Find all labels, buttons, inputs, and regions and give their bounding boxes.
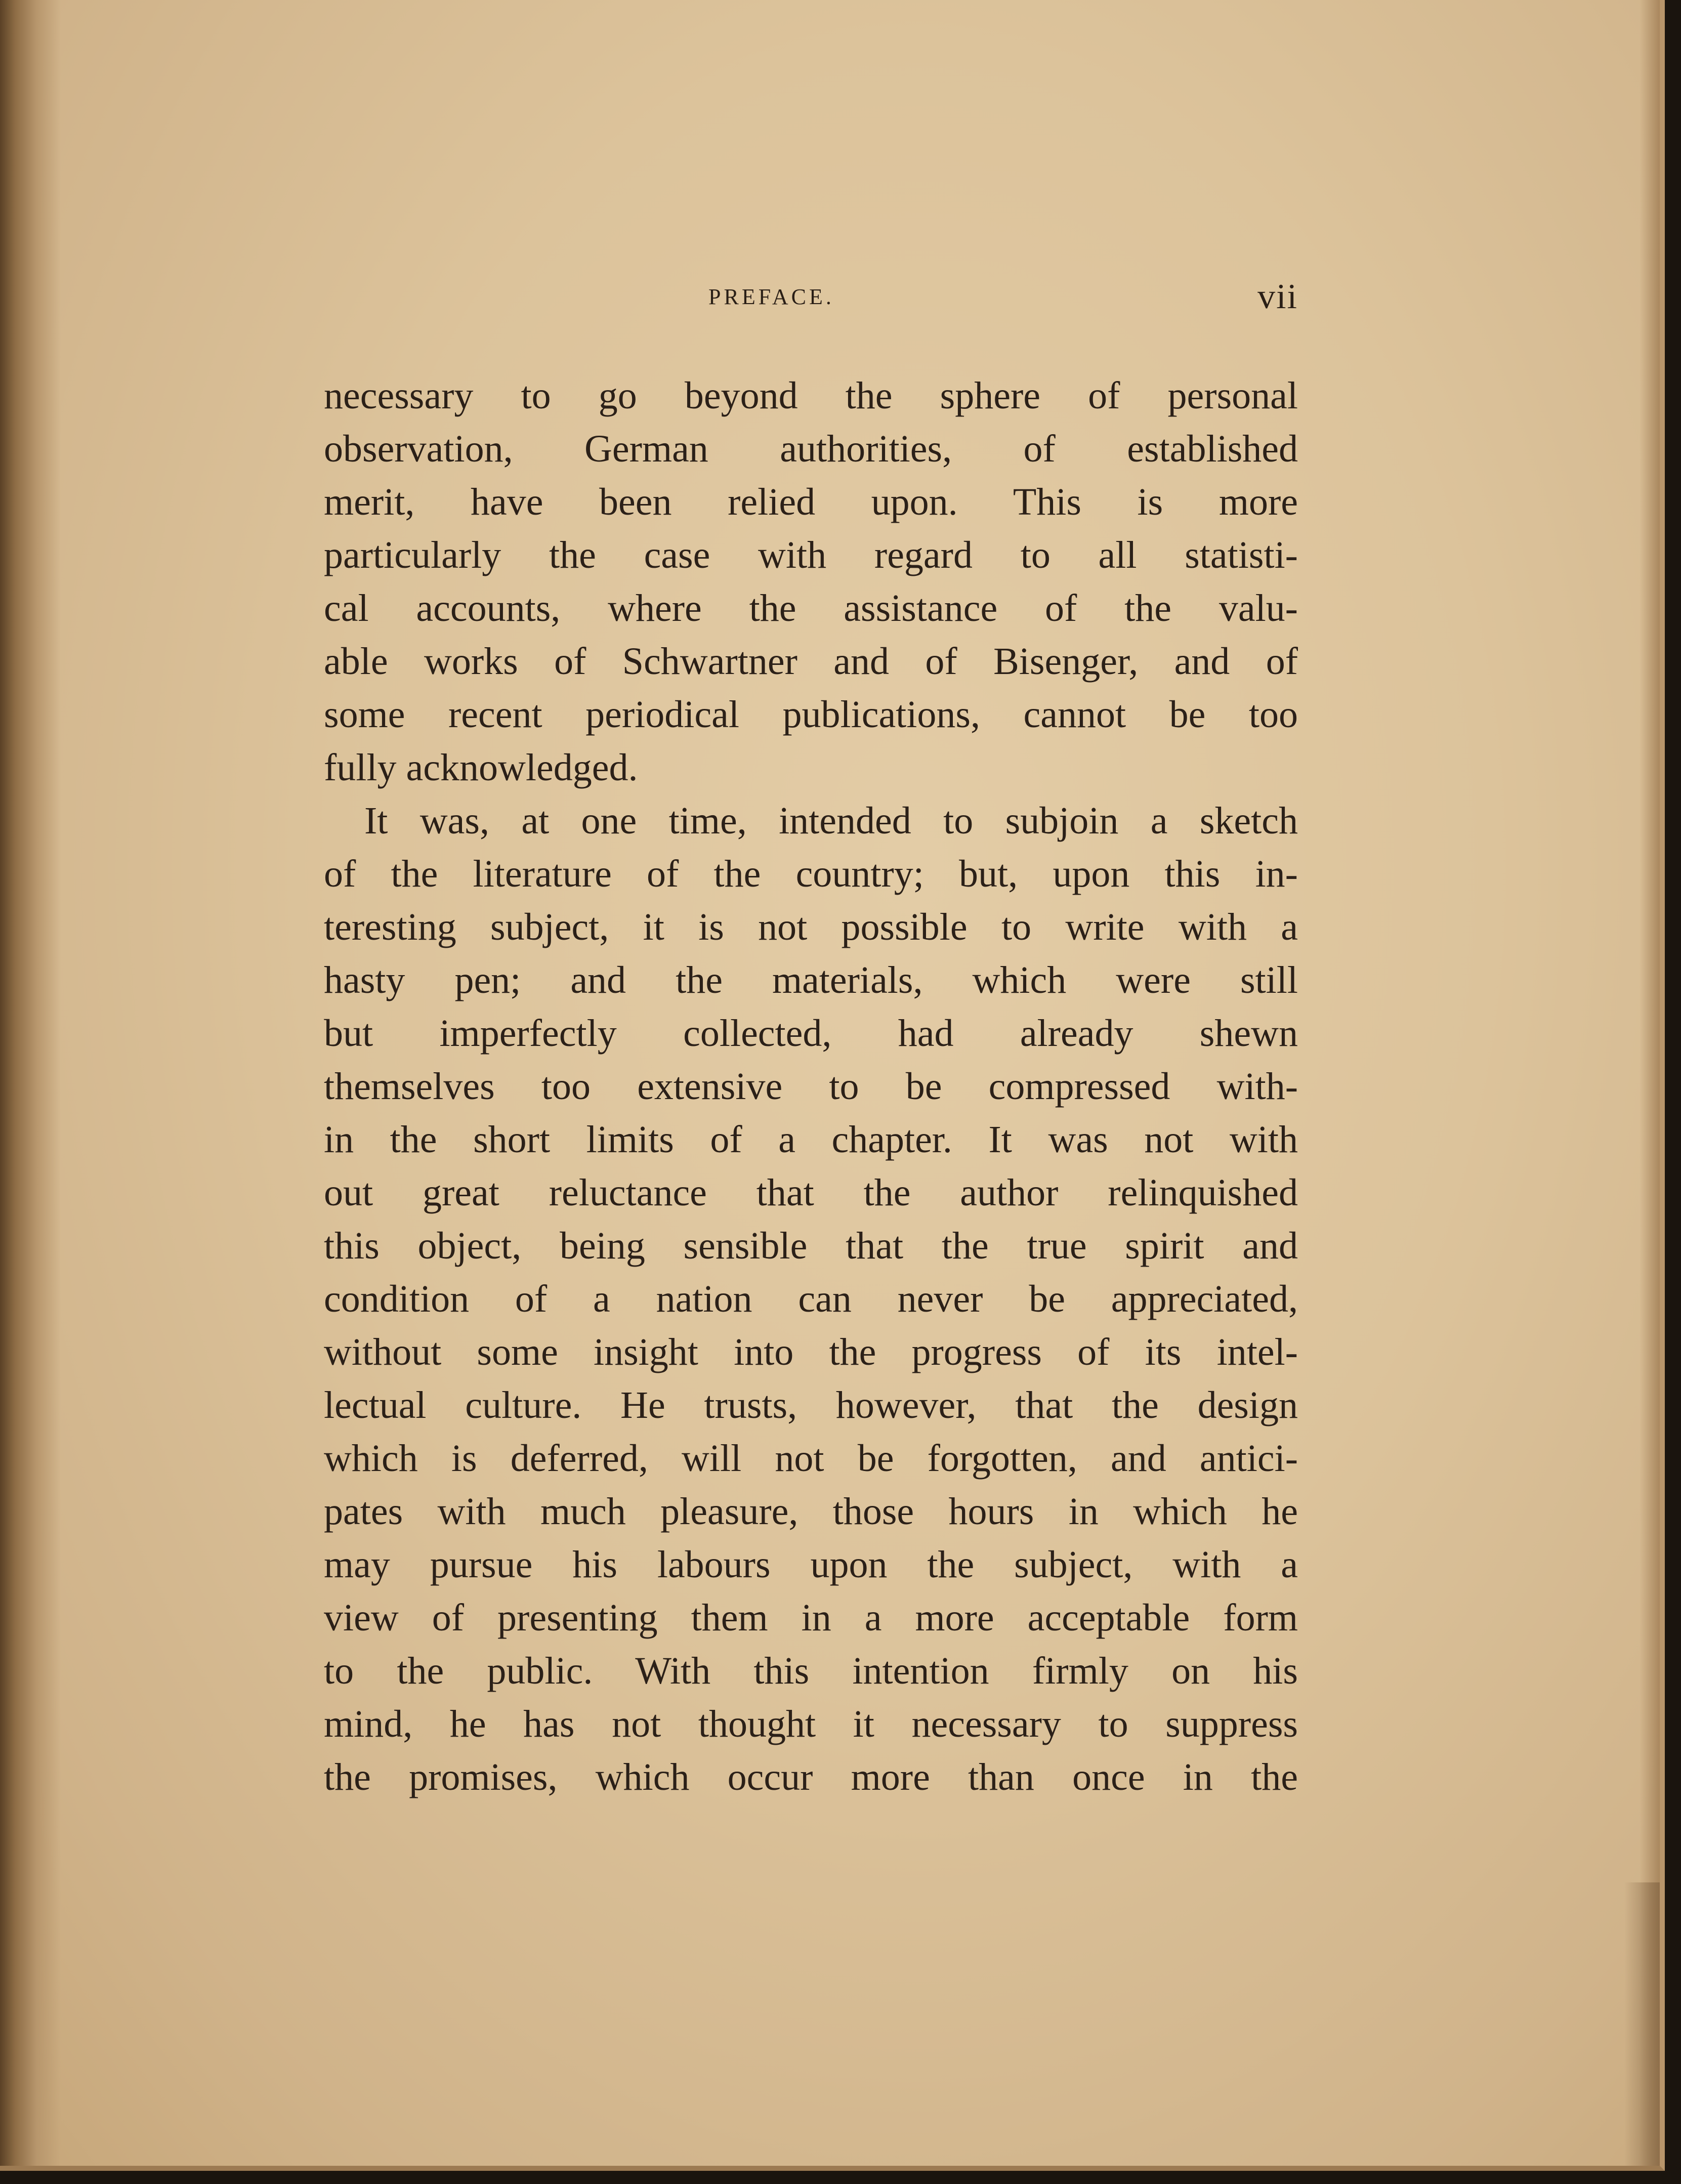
text-line: without some insight into the progress of its intel-	[324, 1331, 1298, 1373]
body-text	[324, 369, 1298, 1804]
text-line: cal accounts, where the assistance of the valu-	[324, 587, 1298, 629]
text-line: of the literature of the country; but, upon this in-	[324, 853, 1298, 895]
text-line: condition of a nation can never be appreciated,	[324, 1278, 1298, 1320]
text-line: pates with much pleasure, those hours in which he	[324, 1490, 1298, 1533]
text-line: to the public. With this intention firmly on his	[324, 1650, 1298, 1692]
text-line: able works of Schwartner and of Bisenger, and of	[324, 640, 1298, 683]
text-line: lectual culture. He trusts, however, that the design	[324, 1384, 1298, 1426]
text-line: observation, German authorities, of established	[324, 428, 1298, 470]
paragraph-1	[324, 369, 1298, 794]
text-line: necessary to go beyond the sphere of personal	[324, 374, 1298, 417]
text-line: some recent periodical publications, cannot be too	[324, 693, 1298, 736]
binding-gutter	[0, 0, 61, 2166]
page-edge-shadow	[1640, 0, 1660, 2166]
text-line: particularly the case with regard to all statisti-	[324, 534, 1298, 576]
text-line: teresting subject, it is not possible to write with a	[324, 906, 1298, 948]
text-line: view of presenting them in a more acceptable form	[324, 1597, 1298, 1639]
text-line: out great reluctance that the author relinquished	[324, 1171, 1298, 1214]
text-line: this object, being sensible that the true spirit and	[324, 1225, 1298, 1267]
text-line: It was, at one time, intended to subjoin a sketch	[364, 800, 1298, 842]
text-line: mind, he has not thought it necessary to suppress	[324, 1703, 1298, 1745]
page-header	[324, 277, 1298, 321]
paragraph-2	[324, 794, 1298, 1804]
text-line: may pursue his labours upon the subject, with a	[324, 1543, 1298, 1586]
text-line: merit, have been relied upon. This is more	[324, 481, 1298, 523]
text-line: hasty pen; and the materials, which were still	[324, 959, 1298, 1001]
text-line: in the short limits of a chapter. It was not with	[324, 1118, 1298, 1161]
text-line: the promises, which occur more than once in the	[324, 1756, 1298, 1798]
page-number: vii	[1257, 277, 1298, 316]
running-head: PREFACE.	[708, 284, 834, 309]
text-line: which is deferred, will not be forgotten, and antici-	[324, 1437, 1298, 1480]
page-corner-wear	[1624, 1882, 1660, 2166]
text-line: but imperfectly collected, had already shewn	[324, 1012, 1298, 1055]
text-line: fully acknowledged.	[324, 746, 638, 789]
text-line: themselves too extensive to be compressed with-	[324, 1065, 1298, 1108]
